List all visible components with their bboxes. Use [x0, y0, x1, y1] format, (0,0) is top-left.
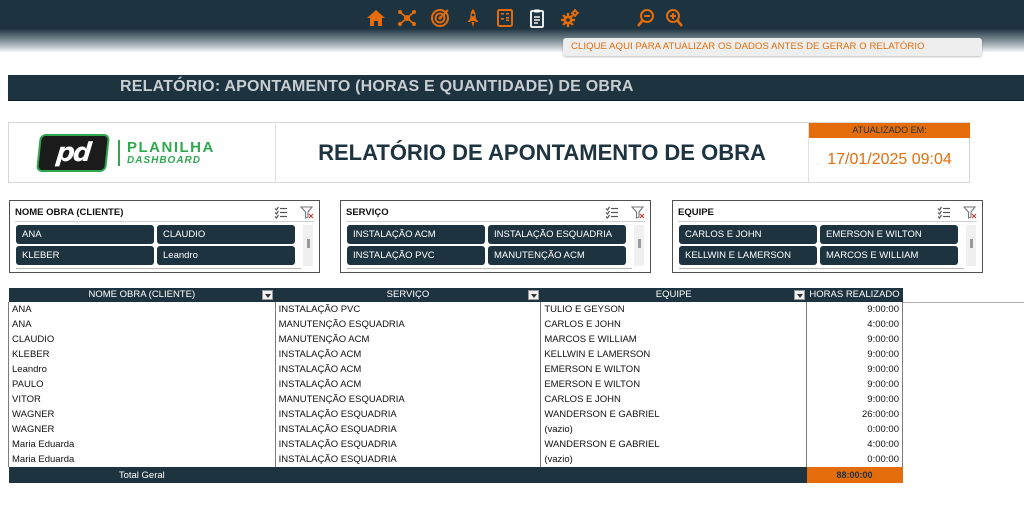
table-row: [9, 377, 903, 392]
slicer-item[interactable]: CARLOS E JOHN: [679, 225, 817, 244]
slicer-items: [16, 225, 298, 265]
scroll-thumb[interactable]: [970, 239, 973, 248]
cell-service: MANUTENÇÃO ESQUADRIA: [275, 392, 541, 407]
logo: [9, 123, 276, 182]
cell-hours: 0:00:00: [807, 422, 903, 437]
cell-client: VITOR: [9, 392, 276, 407]
cell-hours: 9:00:00: [807, 377, 903, 392]
total-spacer: [541, 467, 807, 483]
table-row: [9, 362, 903, 377]
slicer-item[interactable]: MARCOS E WILLIAM: [820, 246, 958, 265]
cell-service: MANUTENÇÃO ACM: [275, 332, 541, 347]
slicer-client: [9, 200, 320, 273]
logo-separator: [118, 140, 120, 166]
cell-team: MARCOS E WILLIAM: [541, 332, 807, 347]
updated-at-panel: [808, 123, 970, 182]
slicer-service: [340, 200, 651, 273]
cell-service: INSTALAÇÃO ESQUADRIA: [275, 437, 541, 452]
slicer-items: [347, 225, 629, 265]
updated-at-label: ATUALIZADO EM:: [809, 123, 970, 138]
target-icon[interactable]: [429, 7, 451, 29]
cell-team: WANDERSON E GABRIEL: [541, 437, 807, 452]
table-row: [9, 407, 903, 422]
slicer-item[interactable]: INSTALAÇÃO ESQUADRIA: [488, 225, 626, 244]
cell-client: ANA: [9, 302, 276, 317]
clear-filter-icon[interactable]: [300, 206, 314, 219]
cell-hours: 9:00:00: [807, 332, 903, 347]
zoom-out-icon[interactable]: [635, 7, 657, 29]
cell-client: WAGNER: [9, 407, 276, 422]
table-row: [9, 422, 903, 437]
cell-team: WANDERSON E GABRIEL: [541, 407, 807, 422]
report-title: RELATÓRIO DE APONTAMENTO DE OBRA: [318, 140, 766, 165]
cell-hours: 9:00:00: [807, 302, 903, 317]
cell-client: Leandro: [9, 362, 276, 377]
report-header: [8, 122, 970, 183]
clear-filter-icon[interactable]: [631, 206, 645, 219]
cell-team: TULIO E GEYSON: [541, 302, 807, 317]
table-row: [9, 437, 903, 452]
sheet-title-bar: [8, 75, 1024, 101]
multi-select-icon[interactable]: [274, 206, 288, 219]
table-row: [9, 317, 903, 332]
col-header-service[interactable]: SERVIÇO: [275, 288, 541, 302]
cell-client: Maria Eduarda: [9, 452, 276, 467]
cell-client: Maria Eduarda: [9, 437, 276, 452]
cell-team: EMERSON E WILTON: [541, 362, 807, 377]
cell-service: MANUTENÇÃO ESQUADRIA: [275, 317, 541, 332]
table-row: [9, 302, 903, 317]
slicer-item[interactable]: KLEBER: [16, 246, 154, 265]
slicer-title: EQUIPE: [678, 204, 977, 222]
cell-hours: 9:00:00: [807, 362, 903, 377]
calculator-icon[interactable]: [494, 7, 516, 29]
cell-team: (vazio): [541, 422, 807, 437]
cell-hours: 4:00:00: [807, 317, 903, 332]
slicer-item[interactable]: ANA: [16, 225, 154, 244]
cell-team: CARLOS E JOHN: [541, 392, 807, 407]
cell-client: CLAUDIO: [9, 332, 276, 347]
rocket-icon[interactable]: [462, 7, 484, 29]
clear-filter-icon[interactable]: [963, 206, 977, 219]
cell-team: KELLWIN E LAMERSON: [541, 347, 807, 362]
cell-hours: 4:00:00: [807, 437, 903, 452]
logo-mark: pd: [36, 134, 110, 172]
slicer-item[interactable]: INSTALAÇÃO PVC: [347, 246, 485, 265]
logo-text-secondary: DASHBOARD: [127, 155, 201, 166]
zoom-in-icon[interactable]: [663, 7, 685, 29]
multi-select-icon[interactable]: [937, 206, 951, 219]
table-row: [9, 452, 903, 467]
slicer-team: [672, 200, 983, 273]
filter-dropdown-button[interactable]: [794, 290, 805, 300]
col-header-team[interactable]: EQUIPE: [541, 288, 807, 302]
table-row: [9, 392, 903, 407]
table-row: [9, 332, 903, 347]
scroll-thumb[interactable]: [307, 239, 310, 248]
cell-hours: 9:00:00: [807, 347, 903, 362]
pivot-table: [8, 288, 903, 483]
total-row: [9, 467, 903, 483]
total-value: 88:00:00: [807, 467, 903, 483]
slicer-divider: [16, 268, 301, 269]
cell-service: INSTALAÇÃO ACM: [275, 347, 541, 362]
cell-team: EMERSON E WILTON: [541, 377, 807, 392]
slicer-scrollbar[interactable]: [303, 225, 313, 266]
slicer-divider: [679, 268, 964, 269]
gear-icon[interactable]: [559, 7, 581, 29]
slicer-title: SERVIÇO: [346, 204, 645, 222]
slicer-item[interactable]: INSTALAÇÃO ACM: [347, 225, 485, 244]
slicer-title: NOME OBRA (CLIENTE): [15, 204, 314, 222]
clipboard-icon[interactable]: [526, 7, 548, 29]
slicer-items: [679, 225, 961, 265]
slicer-item[interactable]: CLAUDIO: [157, 225, 295, 244]
cell-service: INSTALAÇÃO PVC: [275, 302, 541, 317]
cell-hours: 9:00:00: [807, 392, 903, 407]
cell-client: ANA: [9, 317, 276, 332]
cell-service: INSTALAÇÃO ESQUADRIA: [275, 407, 541, 422]
cell-hours: 26:00:00: [807, 407, 903, 422]
filter-dropdown-button[interactable]: [528, 290, 539, 300]
cell-client: PAULO: [9, 377, 276, 392]
cell-client: KLEBER: [9, 347, 276, 362]
multi-select-icon[interactable]: [605, 206, 619, 219]
slicer-scrollbar[interactable]: [634, 225, 644, 266]
table-row: [9, 347, 903, 362]
cell-client: WAGNER: [9, 422, 276, 437]
cell-hours: 0:00:00: [807, 452, 903, 467]
home-icon[interactable]: [365, 7, 387, 29]
slicer-item[interactable]: Leandro: [157, 246, 295, 265]
col-header-hours: HORAS REALIZADO: [807, 288, 903, 302]
update-data-button[interactable]: CLIQUE AQUI PARA ATUALIZAR OS DADOS ANTES DE GERAR O RELATÓRIO: [563, 38, 982, 56]
logo-text-primary: PLANILHA: [127, 139, 215, 156]
col-header-client[interactable]: NOME OBRA (CLIENTE): [9, 288, 276, 302]
network-icon[interactable]: [396, 7, 418, 29]
slicer-item[interactable]: EMERSON E WILTON: [820, 225, 958, 244]
cell-team: CARLOS E JOHN: [541, 317, 807, 332]
filter-dropdown-button[interactable]: [262, 290, 273, 300]
slicer-item[interactable]: KELLWIN E LAMERSON: [679, 246, 817, 265]
updated-at-value: 17/01/2025 09:04: [827, 151, 952, 168]
scroll-thumb[interactable]: [638, 239, 641, 248]
slicer-item[interactable]: MANUTENÇÃO ACM: [488, 246, 626, 265]
total-spacer: [275, 467, 541, 483]
cell-team: (vazio): [541, 452, 807, 467]
cell-service: INSTALAÇÃO ACM: [275, 362, 541, 377]
sheet-title: RELATÓRIO: APONTAMENTO (HORAS E QUANTIDADE) DE OBRA: [120, 78, 634, 95]
slicer-scrollbar[interactable]: [966, 225, 976, 266]
slicer-divider: [347, 268, 632, 269]
cell-service: INSTALAÇÃO ESQUADRIA: [275, 422, 541, 437]
total-label: Total Geral: [9, 467, 276, 483]
cell-service: INSTALAÇÃO ACM: [275, 377, 541, 392]
cell-service: INSTALAÇÃO ESQUADRIA: [275, 452, 541, 467]
sheet-gridline: [903, 302, 1024, 303]
